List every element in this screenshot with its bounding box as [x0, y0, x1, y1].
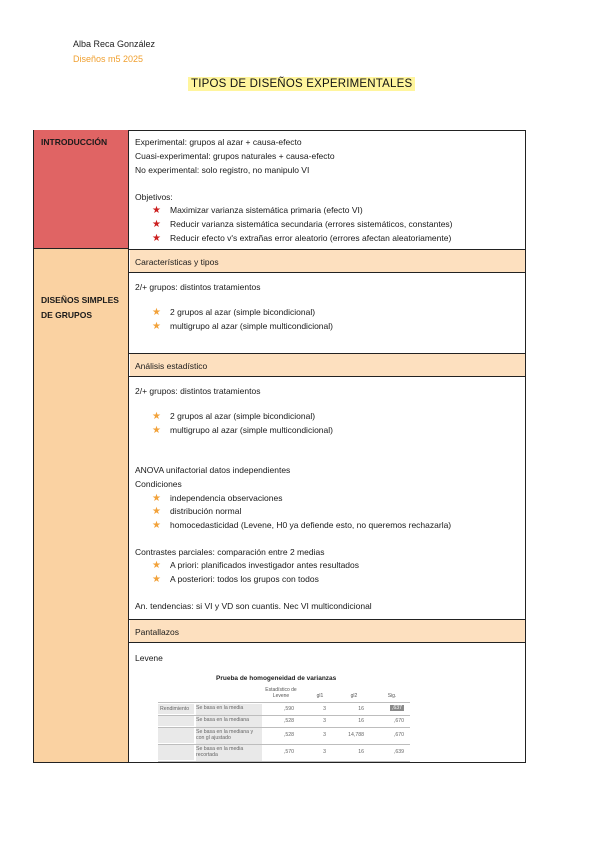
objectives-label: Objetivos:: [135, 192, 173, 202]
levene-cell: 14,788: [348, 732, 364, 738]
table-bottom-border: [33, 762, 526, 763]
orange-star-icon: ★: [152, 520, 161, 531]
analysis-heading: Análisis estadístico: [135, 361, 208, 371]
row-divider: [129, 376, 526, 377]
levene-cell: ,637: [391, 705, 402, 711]
table-row: [158, 728, 410, 743]
anova-line: ANOVA unifactorial datos independientes: [135, 465, 291, 475]
orange-star-icon: ★: [152, 506, 161, 517]
levene-cell: 3: [323, 718, 326, 724]
levene-cell: 16: [358, 749, 364, 755]
red-star-icon: ★: [152, 205, 161, 216]
features-item: ★ multigrupo al azar (simple multicondicional): [152, 321, 333, 332]
levene-row-header: Rendimiento: [158, 704, 194, 714]
levene-row-header-blank: [158, 728, 194, 743]
condition-item: ★ distribución normal: [152, 506, 242, 517]
levene-row-label: Se basa en la media: [196, 704, 262, 715]
features-item: ★ 2 grupos al azar (simple bicondicional): [152, 307, 316, 318]
features-heading: Características y tipos: [135, 257, 219, 267]
red-star-icon: ★: [152, 233, 161, 244]
levene-cell: ,528: [283, 732, 294, 738]
levene-cell: ,590: [283, 706, 294, 712]
levene-cell: 3: [323, 706, 326, 712]
row-divider: [129, 642, 526, 643]
table-row: [158, 704, 410, 714]
levene-cell: 16: [358, 718, 364, 724]
levene-cell: 3: [323, 749, 326, 755]
objective-item: ★ Maximizar varianza sistemática primaria (efecto VI): [152, 205, 363, 216]
levene-row-label: Se basa en la media recortada: [196, 745, 262, 761]
red-star-icon: ★: [152, 219, 161, 230]
features-heading-band: [130, 250, 525, 272]
orange-star-icon: ★: [152, 574, 161, 585]
levene-cell: ,639: [393, 749, 404, 755]
intro-line: Experimental: grupos al azar + causa-efecto: [135, 137, 302, 147]
levene-row-label: Se basa en la mediana y con gl ajustado: [196, 728, 262, 744]
page-title: TIPOS DE DISEÑOS EXPERIMENTALES: [188, 77, 415, 91]
orange-star-icon: ★: [152, 560, 161, 571]
levene-row-header-blank: [158, 745, 194, 760]
levene-cell: 3: [323, 732, 326, 738]
intro-line: Cuasi-experimental: grupos naturales + causa-efecto: [135, 151, 335, 161]
levene-cell: ,570: [283, 749, 294, 755]
levene-cell: ,670: [393, 732, 404, 738]
intro-line: No experimental: solo registro, no manipulo VI: [135, 165, 310, 175]
objective-item: ★ Reducir varianza sistemática secundaria (errores sistemáticos, constantes): [152, 219, 453, 230]
levene-table-image: [158, 675, 410, 763]
conditions-label: Condiciones: [135, 479, 182, 489]
orange-star-icon: ★: [152, 411, 161, 422]
levene-table-title: Prueba de homogeneidad de varianzas: [216, 675, 337, 682]
author-name: Alba Reca González: [73, 39, 156, 49]
trends-line: An. tendencias: si VI y VD son cuantis. Nec VI multicondicional: [135, 601, 372, 611]
analysis-item: ★ 2 grupos al azar (simple bicondicional): [152, 411, 316, 422]
table-row: [158, 745, 410, 760]
orange-star-icon: ★: [152, 321, 161, 332]
simple-designs-label-line1: DISEÑOS SIMPLES: [41, 295, 119, 305]
intro-label-cell: [33, 130, 129, 249]
features-intro: 2/+ grupos: distintos tratamientos: [135, 282, 261, 292]
levene-cell: 16: [358, 706, 364, 712]
levene-col-header: gl1: [316, 693, 324, 699]
levene-col-header: Estadístico de Levene: [265, 687, 297, 699]
contrast-item: ★ A priori: planificados investigador antes resultados: [152, 560, 359, 571]
condition-item: ★ homocedasticidad (Levene, H0 ya defiende esto, no queremos rechazarla): [152, 520, 452, 531]
levene-cell: ,528: [283, 718, 294, 724]
simple-designs-label-cell: [33, 249, 129, 762]
analysis-item: ★ multigrupo al azar (simple multicondicional): [152, 425, 333, 436]
levene-cell: ,670: [393, 718, 404, 724]
screenshots-heading: Pantallazos: [135, 627, 179, 637]
intro-label: INTRODUCCIÓN: [41, 137, 108, 147]
contrast-item: ★ A posteriori: todos los grupos con todos: [152, 574, 319, 585]
levene-label: Levene: [135, 653, 163, 663]
table-row: [158, 716, 410, 726]
simple-designs-label-line2: DE GRUPOS: [41, 310, 93, 320]
levene-row-label: Se basa en la mediana: [196, 716, 262, 727]
course-label: Diseños m5 2025: [73, 54, 144, 64]
levene-row-header-blank: [158, 716, 194, 726]
levene-col-header: Sig.: [387, 693, 397, 699]
row-divider: [129, 272, 526, 273]
condition-item: ★ independencia observaciones: [152, 493, 283, 504]
orange-star-icon: ★: [152, 307, 161, 318]
objective-item: ★ Reducir efecto v's extrañas error aleatorio (errores afectan aleatoriamente): [152, 233, 452, 244]
levene-col-header: gl2: [350, 693, 358, 699]
contrasts-label: Contrastes parciales: comparación entre 2 medias: [135, 547, 325, 557]
analysis-intro: 2/+ grupos: distintos tratamientos: [135, 386, 261, 396]
levene-row-divider: [158, 702, 410, 703]
analysis-heading-band: [130, 354, 525, 376]
orange-star-icon: ★: [152, 425, 161, 436]
orange-star-icon: ★: [152, 493, 161, 504]
screenshots-heading-band: [130, 620, 525, 642]
